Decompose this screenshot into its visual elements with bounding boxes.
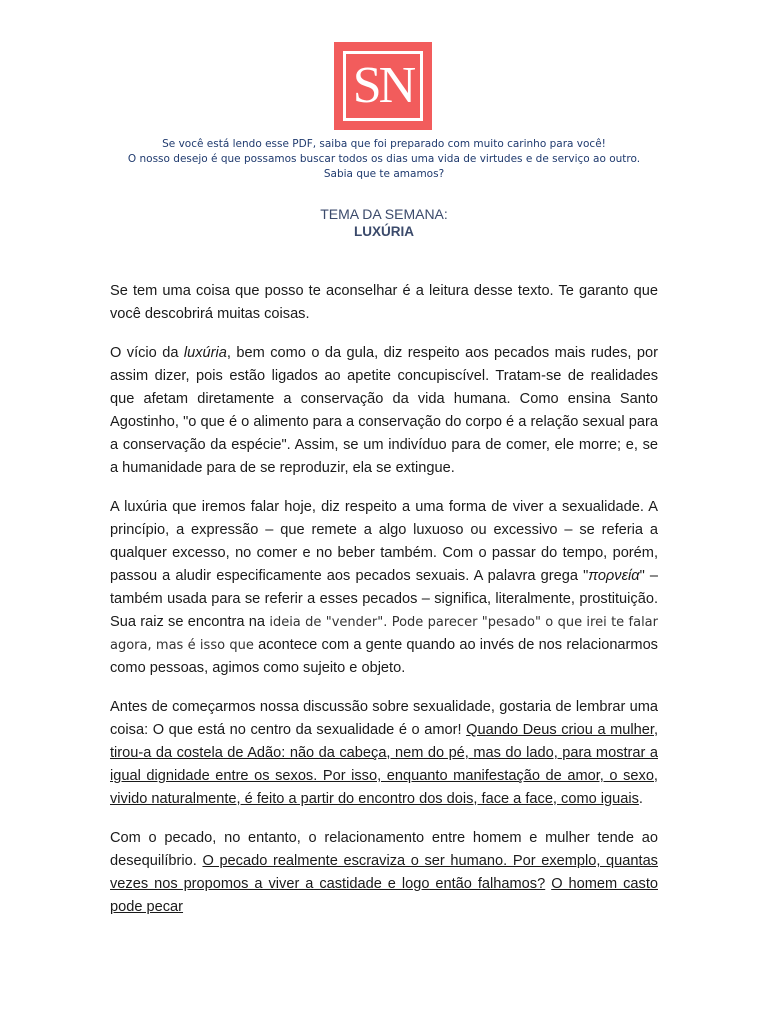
luxuria-term: luxúria [183, 345, 227, 361]
paragraph-5-start: Com o pecado, no entanto, o relacionamento entre homem e mulher tende ao desequilíbrio. [110, 830, 658, 869]
paragraph-3-middle: " – também usada para se referir a esses pecados – significa, literalmente, prostituição. Sua raiz se encontra na [110, 568, 658, 630]
theme-label: TEMA DA SEMANA: [320, 206, 448, 222]
sn-logo [334, 42, 432, 130]
greek-term: πορνεία [588, 568, 640, 584]
paragraph-1-text: Se tem uma coisa que posso te aconselhar é a leitura desse texto. Te garanto que você descobrirá muitas coisas. [110, 283, 658, 322]
paragraph-4-underlined: Quando Deus criou a mulher, tirou-a da costela de Adão: não da cabeça, nem do pé, mas do lado, para mostrar a igual dignidade entre os sexos. Por isso, enquanto manifestação de amor, o sexo, vivido naturalmente, é feito a partir do encontro dos dois, face a face, como iguais [110, 722, 659, 807]
theme-topic: LUXÚRIA [354, 224, 414, 239]
paragraph-4-start: Antes de começarmos nossa discussão sobre sexualidade, gostaria de lembrar uma coisa: O que está no centro da sexualidade é o amor! [110, 699, 658, 738]
document-body [110, 280, 658, 935]
paragraph-3-alt-font-line: ideia de "vender". Pode parecer "pesado" o que irei te falar agora, mas é isso que [110, 615, 658, 653]
paragraph-2 [110, 342, 658, 480]
paragraph-4 [110, 696, 658, 811]
intro-line-1: Se você está lendo esse PDF, saiba que foi preparado com muito carinho para você! [162, 138, 606, 150]
paragraph-3-end: acontece com a gente quando ao invés de nos relacionarmos como pessoas, agimos como sujeito e objeto. [110, 637, 658, 676]
paragraph-5 [110, 827, 658, 919]
paragraph-3 [110, 496, 658, 680]
paragraph-1 [110, 280, 658, 326]
paragraph-3-start: A luxúria que iremos falar hoje, diz respeito a uma forma de viver a sexualidade. A princípio, a expressão – que remete a algo luxuoso ou excessivo – se referia a qualquer excesso, no comer e no beber também. Com o passar do tempo, porém, passou a aludir especificamente aos pecados sexuais. A palavra grega " [110, 499, 658, 584]
intro-line-3: Sabia que te amamos? [323, 168, 445, 180]
intro-message [0, 137, 768, 182]
intro-line-2: O nosso desejo é que possamos buscar todos os dias uma vida de virtudes e de serviço ao outro. [127, 153, 641, 165]
paragraph-5-underlined-1: O pecado realmente escraviza o ser humano. Por exemplo, quantas vezes nos propomos a viver a castidade e logo então falhamos? [110, 853, 658, 892]
sn-logo-mark: SN [343, 51, 423, 121]
paragraph-5-underlined-2: O homem casto pode pecar [110, 876, 658, 915]
theme-heading [0, 206, 768, 240]
paragraph-2-rest: , bem como o da gula, diz respeito aos pecados mais rudes, por assim dizer, pois estão ligados ao apetite concupiscível. Tratam-se de realidades que afetam diretamente a conservação da vida humana. Como ensina Santo Agostinho, "o que é o alimento para a conservação do corpo é a relação sexual para a conservação da espécie". Assim, se um indivíduo para de comer, ele morre; e, se a humanidade para de se reproduzir, ela se extingue. [110, 345, 658, 476]
paragraph-2-start: O vício da [110, 345, 184, 361]
paragraph-4-end: . [638, 791, 643, 807]
